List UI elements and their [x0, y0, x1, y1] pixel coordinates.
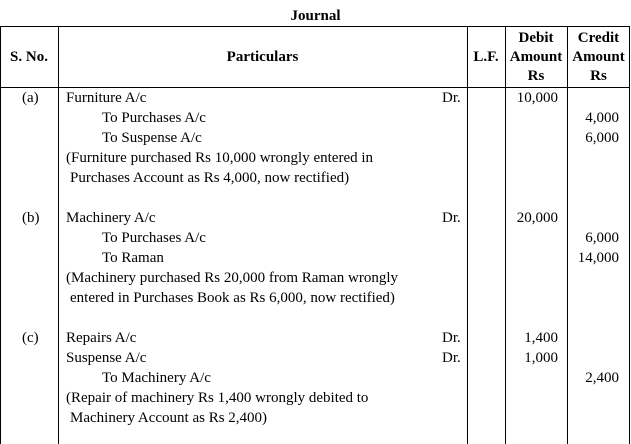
debit-marker: Dr. [442, 210, 461, 226]
account-line: To Machinery A/c [102, 370, 211, 386]
credit-amount: 4,000 [585, 110, 619, 126]
credit-amount: 14,000 [577, 250, 619, 266]
account-line: To Purchases A/c [102, 230, 206, 246]
narration-line: (Furniture purchased Rs 10,000 wrongly entered in [66, 150, 374, 166]
debit-marker: Dr. [442, 350, 461, 366]
narration-line: entered in Purchases Book as Rs 6,000, now rectified) [70, 290, 395, 306]
account-line: To Suspense A/c [102, 130, 202, 146]
narration-line: (Repair of machinery Rs 1,400 wrongly debited to [66, 390, 369, 406]
header-credit-line1: Credit [577, 30, 620, 46]
debit-marker: Dr. [442, 90, 461, 106]
header-credit-line2: Amount [572, 49, 625, 65]
column-divider-sno [58, 26, 59, 444]
header-particulars: Particulars [226, 49, 299, 65]
debit-marker: Dr. [442, 330, 461, 346]
entry-sno: (a) [22, 90, 39, 106]
narration-line: Machinery Account as Rs 2,400) [70, 410, 268, 426]
journal-title: Journal [290, 8, 341, 24]
header-debit-line2: Amount [509, 49, 563, 65]
credit-amount: 6,000 [585, 230, 619, 246]
debit-amount: 1,000 [524, 350, 558, 366]
debit-amount: 10,000 [516, 90, 558, 106]
header-sno: S. No. [10, 49, 48, 65]
credit-amount: 2,400 [585, 370, 619, 386]
header-lf: L.F. [473, 49, 499, 65]
narration-line: Purchases Account as Rs 4,000, now rectified) [70, 170, 350, 186]
header-debit-line3: Rs [527, 68, 545, 84]
entry-sno: (b) [22, 210, 40, 226]
account-line: Repairs A/c [66, 330, 137, 346]
debit-amount: 20,000 [516, 210, 558, 226]
account-line: Suspense A/c [66, 350, 147, 366]
debit-amount: 1,400 [524, 330, 558, 346]
narration-line: (Machinery purchased Rs 20,000 from Raman wrongly [66, 270, 399, 286]
header-credit-line3: Rs [590, 68, 607, 84]
account-line: To Raman [102, 250, 164, 266]
header-debit-line1: Debit [518, 30, 554, 46]
entry-sno: (c) [22, 330, 39, 346]
account-line: Furniture A/c [66, 90, 147, 106]
credit-amount: 6,000 [585, 130, 619, 146]
column-divider-particulars [467, 26, 468, 444]
account-line: To Purchases A/c [102, 110, 206, 126]
account-line: Machinery A/c [66, 210, 156, 226]
